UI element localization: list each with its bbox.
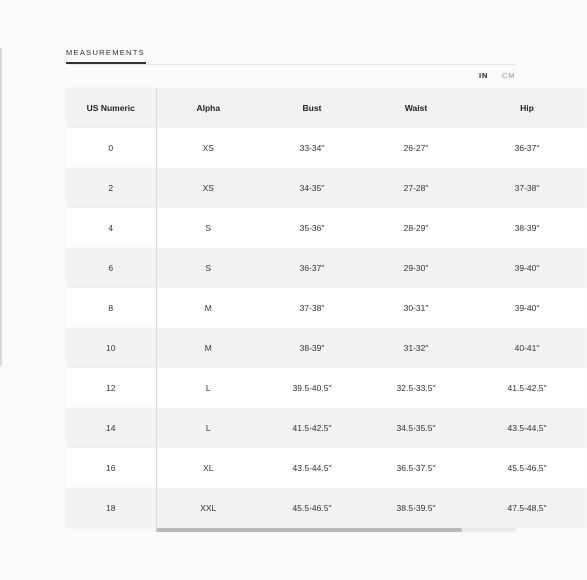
cell-us-numeric: 14	[66, 408, 156, 448]
cell-bust: 33-34"	[260, 128, 364, 168]
cell-bust: 35-36"	[260, 208, 364, 248]
cell-hip: 39-40"	[468, 248, 586, 288]
cell-alpha: XXL	[156, 488, 260, 528]
unit-toggle-cm[interactable]: CM	[502, 71, 516, 80]
cell-us-numeric: 12	[66, 368, 156, 408]
cell-hip: 41.5-42.5"	[468, 368, 586, 408]
cell-alpha: XS	[156, 168, 260, 208]
table-row	[66, 328, 586, 368]
cell-alpha: XS	[156, 128, 260, 168]
cell-waist: 28-29"	[364, 208, 468, 248]
table-row	[66, 248, 586, 288]
cell-hip: 47.5-48.5"	[468, 488, 586, 528]
table-header-row	[66, 88, 586, 128]
cell-hip: 45.5-46.5"	[468, 448, 586, 488]
cell-alpha: S	[156, 248, 260, 288]
column-header-waist: Waist	[364, 88, 468, 128]
cell-us-numeric: 16	[66, 448, 156, 488]
size-chart-table	[66, 88, 587, 528]
table-row	[66, 488, 586, 528]
cell-alpha: L	[156, 408, 260, 448]
cell-hip: 38-39"	[468, 208, 586, 248]
cell-hip: 37-38"	[468, 168, 586, 208]
table-row	[66, 128, 586, 168]
cell-us-numeric: 2	[66, 168, 156, 208]
table-row	[66, 368, 586, 408]
column-header-bust: Bust	[260, 88, 364, 128]
table-row	[66, 208, 586, 248]
cell-bust: 36-37"	[260, 248, 364, 288]
column-header-hip: Hip	[468, 88, 586, 128]
table-row	[66, 168, 586, 208]
cell-bust: 41.5-42.5"	[260, 408, 364, 448]
cell-alpha: XL	[156, 448, 260, 488]
table-row	[66, 408, 586, 448]
size-chart-viewport[interactable]	[66, 88, 547, 532]
cell-alpha: M	[156, 288, 260, 328]
cell-hip: 39-40"	[468, 288, 586, 328]
cell-waist: 32.5-33.5"	[364, 368, 468, 408]
cell-alpha: L	[156, 368, 260, 408]
cell-us-numeric: 10	[66, 328, 156, 368]
cell-alpha: S	[156, 208, 260, 248]
tab-bar	[66, 46, 516, 65]
cell-hip: 40-41"	[468, 328, 586, 368]
cell-hip: 43.5-44.5"	[468, 408, 586, 448]
cell-alpha: M	[156, 328, 260, 368]
cell-waist: 27-28"	[364, 168, 468, 208]
cell-waist: 29-30"	[364, 248, 468, 288]
unit-toggle-in[interactable]: IN	[479, 71, 489, 80]
column-header-alpha: Alpha	[156, 88, 260, 128]
cell-hip: 36-37"	[468, 128, 586, 168]
cell-bust: 34-35"	[260, 168, 364, 208]
cell-us-numeric: 8	[66, 288, 156, 328]
cell-bust: 43.5-44.5"	[260, 448, 364, 488]
page-bottom-background	[0, 532, 580, 580]
cell-bust: 45.5-46.5"	[260, 488, 364, 528]
cell-waist: 26-27"	[364, 128, 468, 168]
cell-us-numeric: 4	[66, 208, 156, 248]
column-header-us-numeric: US Numeric	[66, 88, 156, 128]
cell-waist: 30-31"	[364, 288, 468, 328]
table-row	[66, 288, 586, 328]
cell-us-numeric: 18	[66, 488, 156, 528]
cell-waist: 38.5-39.5"	[364, 488, 468, 528]
cell-waist: 36.5-37.5"	[364, 448, 468, 488]
cell-bust: 39.5-40.5"	[260, 368, 364, 408]
cell-bust: 37-38"	[260, 288, 364, 328]
table-row	[66, 448, 586, 488]
cell-waist: 34.5-35.5"	[364, 408, 468, 448]
cell-bust: 38-39"	[260, 328, 364, 368]
cell-us-numeric: 6	[66, 248, 156, 288]
tab-measurements[interactable]: MEASUREMENTS	[66, 46, 146, 64]
left-edge-divider	[0, 48, 2, 366]
cell-us-numeric: 0	[66, 128, 156, 168]
cell-waist: 31-32"	[364, 328, 468, 368]
